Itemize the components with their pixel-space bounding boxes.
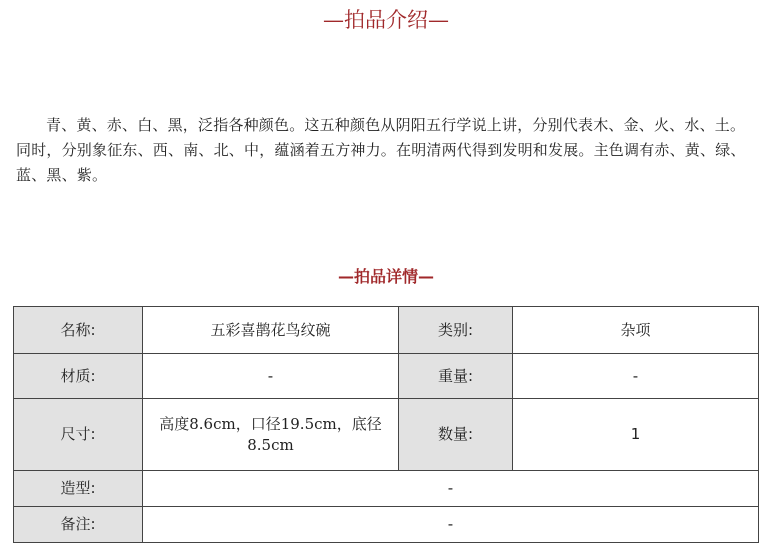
table-row [14, 307, 759, 354]
intro-paragraph: 青、黄、赤、白、黑，泛指各种颜色。这五种颜色从阴阳五行学说上讲，分别代表木、金、火、水、土。同时，分别象征东、西、南、北、中，蕴涵着五方神力。在明清两代得到发明和发展。主色调有赤、黄、绿、蓝、黑、紫。 [16, 116, 746, 184]
weight-label: 重量: [399, 354, 513, 399]
material-label: 材质: [14, 354, 143, 399]
table-row [14, 471, 759, 507]
page-title: —拍品介绍— [323, 8, 449, 32]
section-title-details: —拍品详情— [337, 267, 434, 286]
size-label: 尺寸: [14, 399, 143, 471]
category-value: 杂项 [513, 307, 759, 354]
quantity-value: 1 [513, 399, 759, 471]
material-value: - [143, 354, 399, 399]
size-value: 高度8.6cm，口径19.5cm，底径8.5cm [143, 399, 399, 471]
notes-label: 备注: [14, 507, 143, 543]
shape-value: - [143, 471, 759, 507]
category-label: 类别: [399, 307, 513, 354]
shape-label: 造型: [14, 471, 143, 507]
table-row [14, 399, 759, 471]
name-value: 五彩喜鹊花鸟纹碗 [143, 307, 399, 354]
notes-value: - [143, 507, 759, 543]
details-table [13, 306, 759, 543]
name-label: 名称: [14, 307, 143, 354]
weight-value: - [513, 354, 759, 399]
table-row [14, 354, 759, 399]
table-row [14, 507, 759, 543]
quantity-label: 数量: [399, 399, 513, 471]
